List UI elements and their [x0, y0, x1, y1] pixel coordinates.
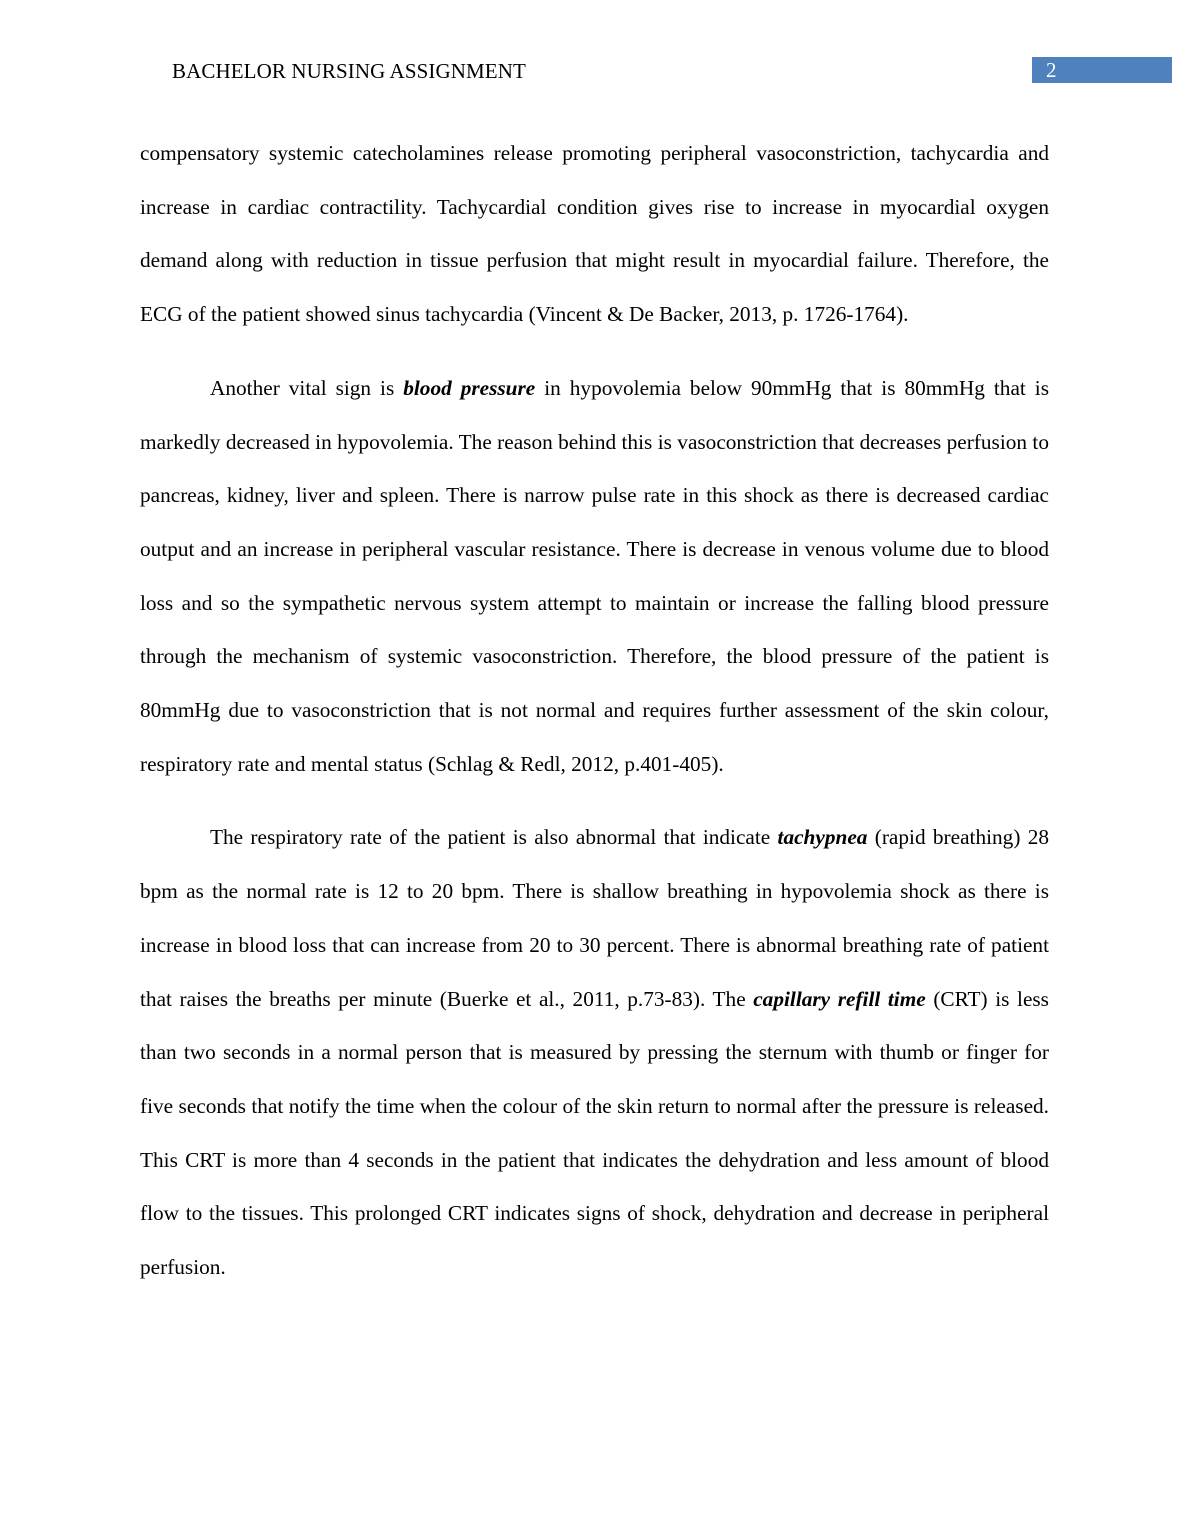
paragraph-3-lead: The respiratory rate of the patient is also abnormal that indicate: [210, 825, 778, 850]
paragraph-2: [140, 362, 1049, 792]
page-number-box: [1032, 57, 1172, 83]
running-head: BACHELOR NURSING ASSIGNMENT: [172, 59, 526, 83]
blood-pressure-term: blood pressure: [403, 375, 536, 400]
document-body: [140, 127, 1049, 1315]
paragraph-1-text: compensatory systemic catecholamines release promoting peripheral vasoconstriction, tachycardia and increase in cardiac contractility. Tachycardial condition gives rise to increase in myocardial oxygen demand along with reduction in tissue perfusion that might result in myocardial failure. Therefore, the ECG of the patient showed sinus tachycardia (Vincent & De Backer, 2013, p. 1726-1764).: [140, 141, 1049, 327]
paragraph-2-lead: Another vital sign is: [210, 375, 404, 400]
page-number: 2: [1046, 58, 1057, 82]
paragraph-3: [140, 811, 1049, 1294]
tachypnea-term: tachypnea: [777, 825, 868, 850]
paragraph-2-body: in hypovolemia below 90mmHg that is 80mmHg that is markedly decreased in hypovolemia. The reason behind this is vasoconstriction that decreases perfusion to pancreas, kidney, liver and spleen. There is narrow pulse rate in this shock as there is decreased cardiac output and an increase in peripheral vascular resistance. There is decrease in venous volume due to blood loss and so the sympathetic nervous system attempt to maintain or increase the falling blood pressure through the mechanism of systemic vasoconstriction. Therefore, the blood pressure of the patient is 80mmHg due to vasoconstriction that is not normal and requires further assessment of the skin colour, respiratory rate and mental status (Schlag & Redl, 2012, p.401-405).: [140, 375, 1049, 776]
paragraph-3-middle: (rapid breathing) 28 bpm as the normal rate is 12 to 20 bpm. There is shallow breathing in hypovolemia shock as there is increase in blood loss that can increase from 20 to 30 percent. There is abnormal breathing rate of patient that raises the breaths per minute (Buerke et al., 2011, p.73-83). The: [140, 825, 1050, 1011]
capillary-refill-time-term: capillary refill time: [753, 986, 926, 1011]
paragraph-1: [140, 127, 1049, 342]
paragraph-3-body: (CRT) is less than two seconds in a normal person that is measured by pressing the sternum with thumb or finger for five seconds that notify the time when the colour of the skin return to normal after the pressure is released. This CRT is more than 4 seconds in the patient that indicates the dehydration and less amount of blood flow to the tissues. This prolonged CRT indicates signs of shock, dehydration and decrease in peripheral perfusion.: [140, 986, 1049, 1280]
